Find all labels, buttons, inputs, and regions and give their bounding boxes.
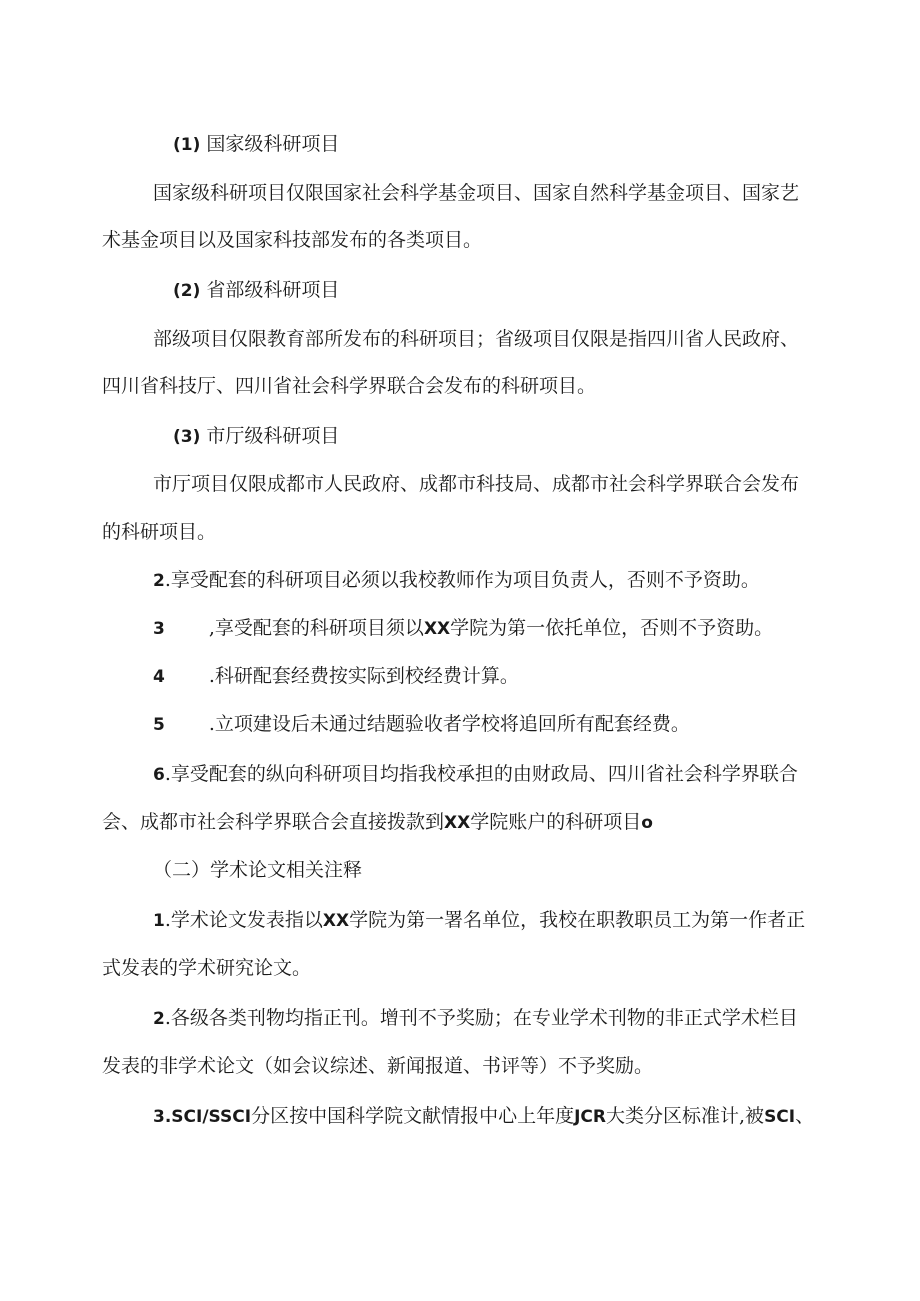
section-title: 市厅级科研项目 [206,425,340,447]
rule-item-5 [153,712,690,737]
rule-text-post: 学院账户的科研项目 [470,811,642,833]
paper-number: 2 [153,1009,165,1029]
rule-number: 6 [153,765,165,785]
section-title: 省部级科研项目 [206,279,340,301]
paper-item-1 [153,908,805,933]
paragraph-line: 术基金项目以及国家科技部发布的各类项目。 [102,229,483,251]
paragraph-line [102,810,653,835]
rule-number: 5 [153,715,165,735]
section-number: (3) [173,427,201,447]
rule-text: .立项建设后未通过结题验收者学校将追回所有配套经费。 [208,713,690,735]
paper-jcr: JCR [574,1107,607,1127]
paper-item-2 [153,1006,798,1031]
paper-xx: XX [322,911,350,931]
rule-text: .科研配套经费按实际到校经费计算。 [208,665,519,687]
paragraph-line: 式发表的学术研究论文。 [102,957,312,979]
section-number: (2) [173,281,201,301]
paper-text-post: 学院为第一署名单位，我校在职教职员工为第一作者正 [349,909,806,931]
rule-text: .享受配套的纵向科研项目均指我校承担的由财政局、四川省社会科学界联合 [164,763,798,785]
paragraph-line: 的科研项目。 [102,521,217,543]
rule-item-3 [153,616,773,641]
rule-text: ,享受配套的科研项目须以 [208,617,424,639]
rule-item-6 [153,762,798,787]
section-heading-national [173,132,339,157]
paper-text: 分区按中国科学院文献情报中心上年度 [251,1105,575,1127]
rule-number: 3 [153,619,165,639]
rule-item-2 [153,568,760,593]
rule-item-4 [153,664,519,689]
paragraph-line: 国家级科研项目仅限国家社会科学基金项目、国家自然科学基金项目、国家艺 [153,182,800,204]
rule-text: 会、成都市社会科学界联合会直接拨款到 [102,811,445,833]
paper-text-post: 大类分区标准计,被 [606,1105,765,1127]
rule-text-post: 学院为第一依托单位，否则不予资助。 [450,617,774,639]
rule-xx: XX [423,619,451,639]
paragraph-line: 市厅项目仅限成都市人民政府、成都市科技局、成都市社会科学界联合会发布 [153,473,800,495]
paragraph-line: 发表的非学术论文（如会议综述、新闻报道、书评等）不予奖励。 [102,1055,654,1077]
paper-item-3 [153,1104,814,1129]
rule-number: 2 [153,571,165,591]
section-heading-city [173,424,339,449]
paragraph-line: 部级项目仅限教育部所发布的科研项目；省级项目仅限是指四川省人民政府、 [153,328,800,350]
paper-sci: .SCI/SSCI [164,1107,252,1127]
section-number: (1) [173,135,201,155]
rule-text: .享受配套的科研项目必须以我校教师作为项目负责人，否则不予资助。 [164,569,760,591]
paper-text: .学术论文发表指以 [164,909,323,931]
section-title: 国家级科研项目 [206,133,340,155]
rule-end-mark: o [641,813,653,833]
subsection-heading-papers: （二）学术论文相关注释 [153,859,363,881]
paragraph-line: 四川省科技厅、四川省社会科学界联合会发布的科研项目。 [102,375,597,397]
paper-number: 1 [153,911,165,931]
rule-xx: XX [444,813,471,833]
paper-number: 3 [153,1107,165,1127]
section-heading-provincial [173,278,339,303]
paper-sci-2: SCI [764,1107,796,1127]
paper-tail: 、 [795,1105,815,1127]
rule-number: 4 [153,667,165,687]
paper-text: .各级各类刊物均指正刊。增刊不予奖励；在专业学术刊物的非正式学术栏目 [164,1007,798,1029]
